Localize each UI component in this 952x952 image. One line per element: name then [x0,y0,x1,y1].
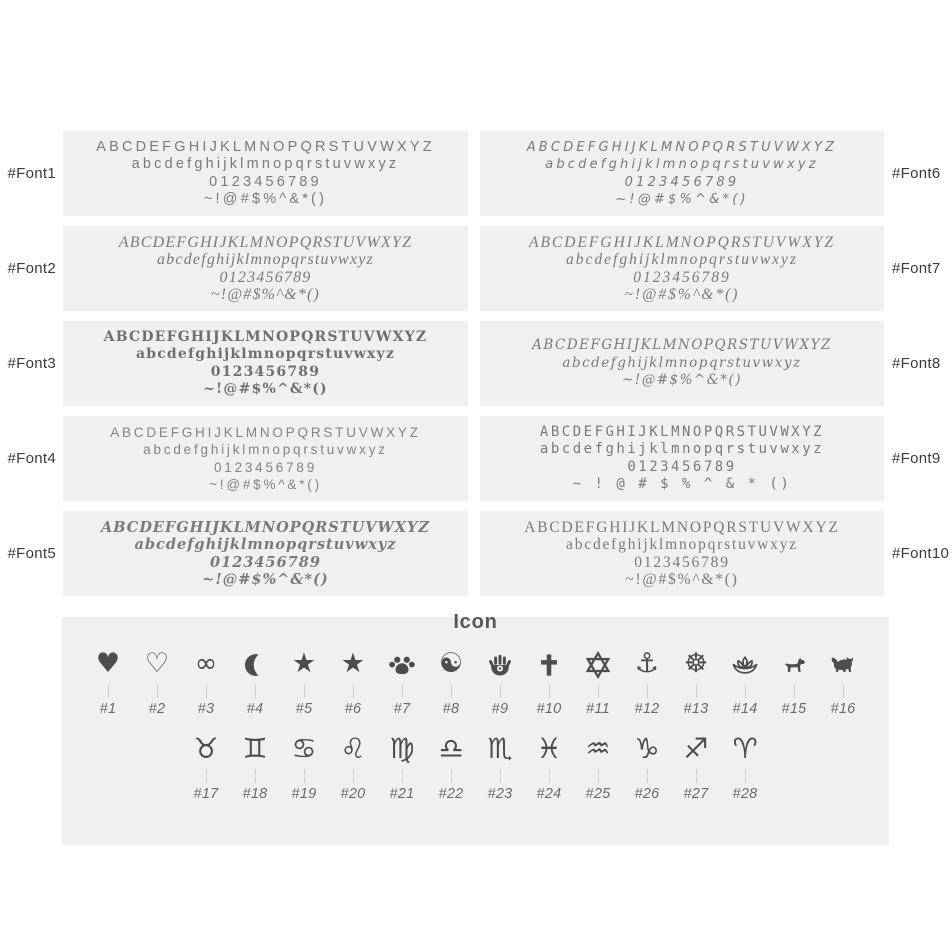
uppercase-line: ABCDEFGHIJKLMNOPQRSTUVWXYZ [110,424,421,440]
yin-yang-icon: ☯ [438,648,464,679]
symbols-line: ~!@#$%^&*() [210,286,321,303]
uppercase-line: ABCDEFGHIJKLMNOPQRSTUVWXYZ [532,337,832,354]
font7-sample-card [480,226,884,311]
tick-line [304,684,305,698]
font1-label: #Font1 [7,165,56,182]
font2-row [0,226,468,311]
uppercase-line: ABCDEFGHIJKLMNOPQRSTUVWXYZ [539,423,825,440]
symbols-line: ~ ! @ # $ % ^ & * () [572,476,792,492]
virgo-icon: ♍ [389,732,415,765]
tick-line [696,684,697,698]
icon-number-label: #21 [389,786,415,802]
icon-number-label: #20 [340,786,366,802]
uppercase-line: ABCDEFGHIJKLMNOPQRSTUVWXYZ [118,233,413,251]
font10-label: #Font10 [892,545,950,562]
icon-item-5 [283,648,325,717]
font5-sample-card [63,511,468,596]
lowercase-line: abcdefghijklmnopqrstuvwxyz [157,251,374,268]
font3-row [0,321,468,406]
icon-number-label: #24 [536,786,562,802]
star-of-david-icon [577,648,619,680]
icon-item-3 [185,648,227,717]
icon-number-label: #6 [344,701,362,717]
font8-sample-card [480,321,884,406]
infinity-icon: ∞ [194,648,218,679]
icon-row-1 [62,648,889,717]
font5-label: #Font5 [7,545,56,562]
icon-number-label: #15 [781,701,807,717]
icon-item-18 [234,733,276,802]
hamsa-hand-icon [479,648,521,680]
icon-number-label: #19 [291,786,317,802]
icon-number-label: #7 [393,701,411,717]
symbols-line: ~!@#$%^&*() [621,372,743,389]
lowercase-line: abcdefghijklmnopqrstuvwxyz [566,536,798,553]
font10-sample-card [480,511,884,596]
tick-line [696,769,697,783]
icon-number-label: #26 [634,786,660,802]
cancer-icon: ♋ [291,732,317,765]
icon-item-22 [430,733,472,802]
font7-label: #Font7 [892,260,941,277]
gemini-icon: ♊ [242,732,268,765]
icon-number-label: #10 [536,701,562,717]
font8-label: #Font8 [892,355,941,372]
symbols-line: ~!@#$%^&*() [203,191,328,207]
icon-number-label: #3 [197,701,215,717]
tick-line [402,684,403,698]
tick-line [500,684,501,698]
tick-line [843,684,844,698]
symbols-line: ~!@#$%^&*() [202,571,329,588]
icon-panel [62,611,889,845]
libra-icon: ♎ [438,732,464,765]
tick-line [108,684,109,698]
tick-line [353,684,354,698]
icon-item-23 [479,733,521,802]
icon-item-2 [136,648,178,717]
lowercase-line: abcdefghijklmnopqrstuvwxyz [134,536,397,553]
aries-icon: ♈ [732,732,758,765]
numbers-line: 0123456789 [210,553,321,571]
symbols-line: ~!@#$%^&*() [624,286,740,303]
icon-item-17 [185,733,227,802]
font2-label: #Font2 [7,260,56,277]
tick-line [353,769,354,783]
icon-item-4 [234,648,276,717]
icon-number-label: #1 [99,701,117,717]
icon-item-19 [283,733,325,802]
icon-section-title: Icon [453,611,498,633]
tick-line [451,684,452,698]
lowercase-line: abcdefghijklmnopqrstuvwxyz [143,442,388,457]
paw-print-icon [381,648,423,680]
font4-sample-card [63,416,468,501]
crescent-moon-icon [234,648,276,680]
tick-line [500,769,501,783]
uppercase-line: ABCDEFGHIJKLMNOPQRSTUVWXYZ [96,138,435,155]
tick-line [255,769,256,783]
font4-row [0,416,468,501]
icon-number-label: #14 [732,701,758,717]
font9-sample-card [480,416,884,501]
heart-filled-icon: ♥ [95,648,121,679]
icon-number-label: #16 [830,701,856,717]
star-rounded-icon: ★ [291,648,317,679]
icon-number-label: #11 [585,701,611,717]
icon-number-label: #8 [442,701,460,717]
icon-item-24 [528,733,570,802]
icon-item-12 [626,648,668,717]
font7-row [480,226,952,311]
lowercase-line: abcdefghijklmnopqrstuvwxyz [135,346,396,362]
uppercase-line: ABCDEFGHIJKLMNOPQRSTUVWXYZ [528,233,836,251]
icon-item-7 [381,648,423,717]
icon-item-28 [724,733,766,802]
lowercase-line: abcdefghijklmnopqrstuvwxyz [545,157,819,172]
font8-row [480,321,952,406]
symbols-line: ~!@#$%^&*() [203,381,328,397]
font3-label: #Font3 [7,355,56,372]
icon-item-16 [822,648,864,717]
icon-number-label: #27 [683,786,709,802]
font5-row [0,511,468,596]
icon-item-6 [332,648,374,717]
tick-line [745,684,746,698]
tick-line [206,684,207,698]
icon-number-label: #2 [148,701,166,717]
numbers-line: 0123456789 [627,458,737,475]
icon-number-label: #17 [193,786,219,802]
icon-item-8 [430,648,472,717]
font2-sample-card [63,226,468,311]
icon-number-label: #4 [246,701,264,717]
font1-row [0,131,468,216]
icon-number-label: #28 [732,786,758,802]
lowercase-line: abcdefghijklmnopqrstuvwxyz [539,441,825,457]
pisces-icon: ♓ [536,732,562,765]
icon-item-10 [528,648,570,717]
font6-row [480,131,952,216]
tick-line [255,684,256,698]
icon-item-14 [724,648,766,717]
numbers-line: 0123456789 [633,268,731,286]
numbers-line: 0123456789 [634,553,730,571]
lowercase-line: abcdefghijklmnopqrstuvwxyz [131,156,400,172]
aquarius-icon: ♒ [585,732,611,765]
icon-item-20 [332,733,374,802]
font3-sample-card [63,321,468,406]
numbers-line: 0123456789 [209,173,322,190]
font9-label: #Font9 [892,450,941,467]
taurus-icon: ♉ [193,732,219,765]
icon-number-label: #22 [438,786,464,802]
tick-line [304,769,305,783]
icon-number-label: #18 [242,786,268,802]
tick-line [549,769,550,783]
icon-item-13 [675,648,717,717]
numbers-line: 0123456789 [210,363,321,380]
icon-number-label: #12 [634,701,660,717]
icon-item-25 [577,733,619,802]
leo-icon: ♌ [340,732,366,765]
icon-item-1 [87,648,129,717]
lotus-icon [724,648,766,680]
capricorn-icon: ♑ [634,732,660,765]
icon-item-26 [626,733,668,802]
icon-number-label: #9 [491,701,509,717]
tick-line [794,684,795,698]
scorpio-icon: ♏ [487,732,513,765]
star-icon: ★ [340,648,366,679]
tick-line [206,769,207,783]
font4-label: #Font4 [7,450,56,467]
ship-wheel-icon: ☸ [683,648,709,679]
lowercase-line: abcdefghijklmnopqrstuvwxyz [566,251,798,268]
uppercase-line: ABCDEFGHIJKLMNOPQRSTUVWXYZ [101,518,430,536]
uppercase-line: ABCDEFGHIJKLMNOPQRSTUVWXYZ [103,328,428,345]
icon-item-21 [381,733,423,802]
tick-line [598,769,599,783]
symbols-line: ~!@#$%^&*() [625,571,739,588]
tick-line [549,684,550,698]
uppercase-line: ABCDEFGHIJKLMNOPQRSTUVWXYZ [526,139,838,155]
tick-line [647,684,648,698]
icon-number-label: #5 [295,701,313,717]
icon-number-label: #13 [683,701,709,717]
tick-line [451,769,452,783]
font9-row [480,416,952,501]
uppercase-line: ABCDEFGHIJKLMNOPQRSTUVWXYZ [524,518,840,536]
icon-item-15 [773,648,815,717]
icon-number-label: #23 [487,786,513,802]
icon-number-label: #25 [585,786,611,802]
cross-icon [528,648,570,680]
tick-line [402,769,403,783]
font6-label: #Font6 [892,165,941,182]
anchor-icon: ⚓ [634,648,660,679]
font6-sample-card [480,131,884,216]
heart-outline-icon: ♡ [144,648,170,679]
icon-item-9 [479,648,521,717]
dog-icon [773,648,815,680]
symbols-line: ~!@#$%^&*() [615,192,749,207]
lowercase-line: abcdefghijklmnopqrstuvwxyz [562,354,802,371]
numbers-line: 0123456789 [624,174,740,190]
sagittarius-icon: ♐ [683,732,709,765]
numbers-line: 0123456789 [213,459,318,475]
cat-icon [822,648,864,680]
icon-item-27 [675,733,717,802]
symbols-line: ~!@#$%^&*() [209,477,322,492]
tick-line [598,684,599,698]
font1-sample-card [63,131,468,216]
icon-row-2 [62,733,889,802]
tick-line [745,769,746,783]
numbers-line: 0123456789 [219,268,312,286]
tick-line [157,684,158,698]
icon-item-11 [577,648,619,717]
tick-line [647,769,648,783]
font10-row [480,511,952,596]
